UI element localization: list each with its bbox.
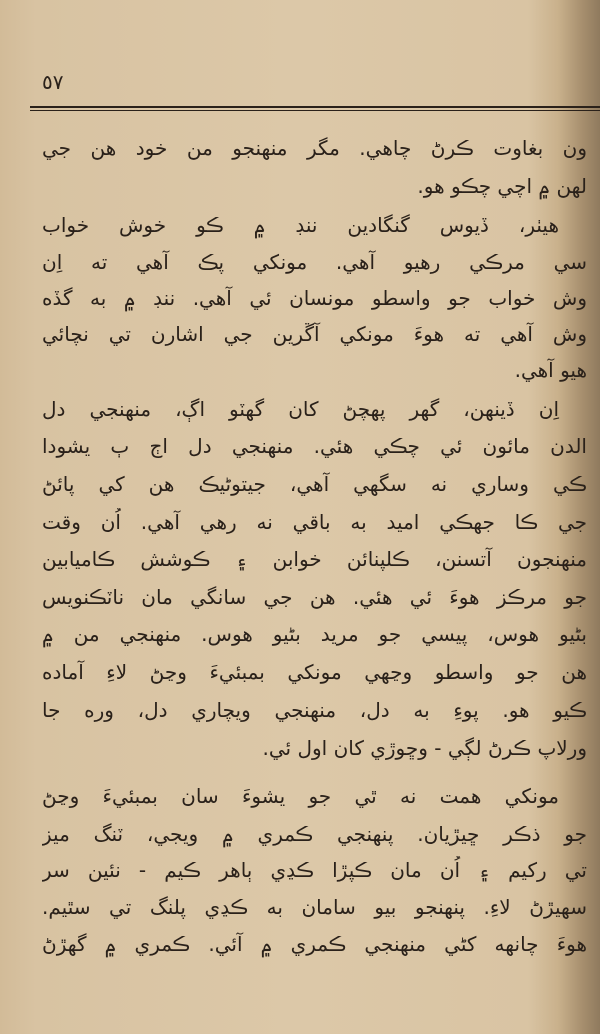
text-line: ون بغاوت ڪرڻ چاهي. مگر منهنجو من خود هن جي <box>42 136 587 160</box>
header-rule <box>30 106 600 108</box>
text-line: جو مرڪز هوءَ ئي هئي. هن جي سانگي مان ناٽڪنويس <box>42 585 587 609</box>
text-line: جو ذڪر ڇيڙيان. پنهنجي ڪمري ۾ ويجي، ٽنگ ميز <box>42 822 587 846</box>
text-line: ڪي وساري نه سگهي آهي، جيتوڻيڪ هن کي پائڻ <box>42 472 587 496</box>
text-line: سي مرڪي رهيو آهي. مونکي پڪ آهي ته اِن <box>42 250 587 274</box>
text-line: بڻيو هوس، پيسي جو مريد بڻيو هوس. منهنجي من ۾ <box>42 622 587 646</box>
text-line: مونکي همت نه ٿي جو يشوءَ سان بمبئيءَ وڃڻ <box>42 784 559 808</box>
text-line: هن جو واسطو وڃهي مونکي بمبئيءَ وڃڻ لاءِ آماده <box>42 660 587 684</box>
text-line: هيٺر، ڏيوس گنگادين ننڊ ۾ ڪو خوش خواب <box>42 213 559 237</box>
text-line: جي ڪا جهڪي اميد به باقي نه رهي آهي. اُن وقت <box>42 510 587 534</box>
text-line: هوءَ چانهه کڻي منهنجي ڪمري ۾ آئي. ڪمري ۾ گهڙڻ <box>42 932 587 956</box>
header-rule-thin <box>30 110 600 111</box>
page-number: ٥٧ <box>42 70 64 94</box>
text-line: منهنجون آتسنن، ڪلپنائن خوابن ۽ ڪوشش ڪاميابين <box>42 547 587 571</box>
text-line: سهيڙڻ لاءِ. پنهنجو بيو سامان به ڪڍي پلنگ تي سٿيم. <box>42 895 587 919</box>
text-line: ڪيو هو. پوءِ به دل، منهنجي ويچاري دل، وره جا <box>42 698 587 722</box>
text-line: هيو آهي. <box>514 358 587 382</box>
text-line: ورلاپ ڪرڻ لڳي - وڇوڙي کان اول ئي. <box>262 736 587 760</box>
text-line: وش خواب جو واسطو مونسان ئي آهي. ننڊ ۾ به گڏه <box>42 286 587 310</box>
text-line: الدن مائون ئي چڪي هئي. منهنجي دل اڄ ٻ يشودا <box>42 434 587 458</box>
text-line: اِن ڏينهن، گهر پهچڻ کان گهٽو اڳ، منهنجي دل <box>42 397 559 421</box>
text-line: تي رکيم ۽ اُن مان ڪپڙا ڪڍي ٻاهر ڪيم - نئين سر <box>42 858 587 882</box>
text-line: لهن ۾ اچي چڪو هو. <box>417 174 587 198</box>
text-line: وش آهي ته هوءَ مونکي آڱرين جي اشارن تي نچائي <box>42 322 587 346</box>
